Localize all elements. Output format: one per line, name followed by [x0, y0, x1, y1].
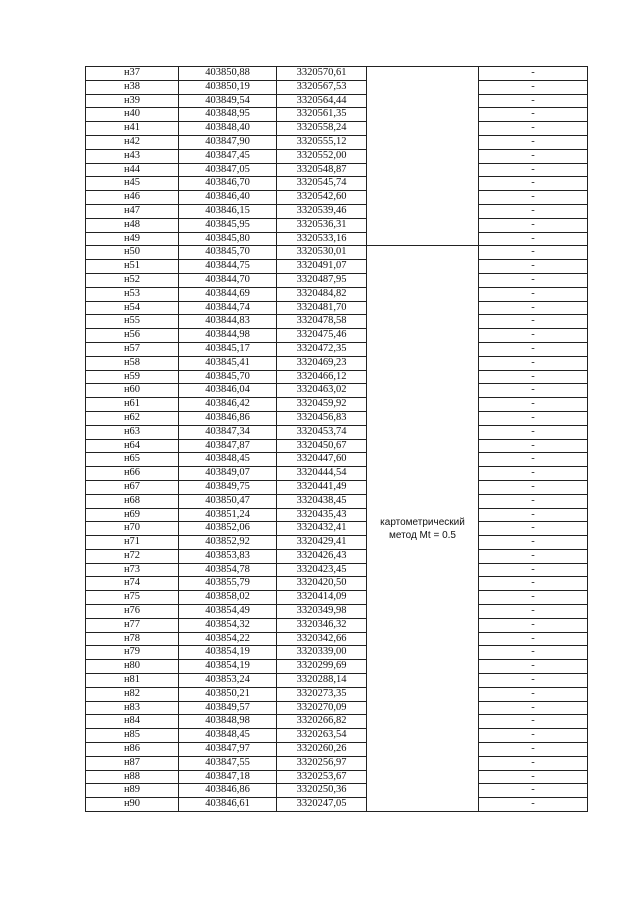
note-cell: -: [479, 770, 588, 784]
y-coordinate-cell: 3320469,23: [277, 356, 367, 370]
x-coordinate-cell: 403846,42: [179, 398, 277, 412]
x-coordinate-cell: 403846,61: [179, 798, 277, 812]
y-coordinate-cell: 3320288,14: [277, 674, 367, 688]
note-cell: -: [479, 646, 588, 660]
point-name-cell: н89: [86, 784, 179, 798]
x-coordinate-cell: 403849,75: [179, 480, 277, 494]
point-name-cell: н76: [86, 605, 179, 619]
y-coordinate-cell: 3320438,45: [277, 494, 367, 508]
table-row: [86, 618, 588, 632]
note-cell: -: [479, 260, 588, 274]
note-cell: -: [479, 729, 588, 743]
table-row: [86, 67, 588, 81]
y-coordinate-cell: 3320342,66: [277, 632, 367, 646]
y-coordinate-cell: 3320539,46: [277, 204, 367, 218]
x-coordinate-cell: 403854,49: [179, 605, 277, 619]
table-row: [86, 315, 588, 329]
table-row: [86, 191, 588, 205]
note-cell: -: [479, 660, 588, 674]
y-coordinate-cell: 3320420,50: [277, 577, 367, 591]
x-coordinate-cell: 403845,95: [179, 218, 277, 232]
y-coordinate-cell: 3320447,60: [277, 453, 367, 467]
point-name-cell: н42: [86, 135, 179, 149]
point-name-cell: н68: [86, 494, 179, 508]
x-coordinate-cell: 403845,80: [179, 232, 277, 246]
point-name-cell: н72: [86, 549, 179, 563]
table-row: [86, 536, 588, 550]
y-coordinate-cell: 3320266,82: [277, 715, 367, 729]
point-name-cell: н75: [86, 591, 179, 605]
x-coordinate-cell: 403848,98: [179, 715, 277, 729]
point-name-cell: н79: [86, 646, 179, 660]
table-row: [86, 480, 588, 494]
y-coordinate-cell: 3320426,43: [277, 549, 367, 563]
point-name-cell: н62: [86, 411, 179, 425]
point-name-cell: н44: [86, 163, 179, 177]
y-coordinate-cell: 3320349,98: [277, 605, 367, 619]
x-coordinate-cell: 403854,32: [179, 618, 277, 632]
note-cell: -: [479, 287, 588, 301]
point-name-cell: н51: [86, 260, 179, 274]
point-name-cell: н59: [86, 370, 179, 384]
y-coordinate-cell: 3320441,49: [277, 480, 367, 494]
x-coordinate-cell: 403854,78: [179, 563, 277, 577]
table-row: [86, 729, 588, 743]
point-name-cell: н66: [86, 467, 179, 481]
method-cell: [367, 246, 479, 812]
x-coordinate-cell: 403845,70: [179, 246, 277, 260]
x-coordinate-cell: 403846,70: [179, 177, 277, 191]
x-coordinate-cell: 403850,21: [179, 687, 277, 701]
note-cell: -: [479, 301, 588, 315]
table-row: [86, 646, 588, 660]
table-row: [86, 218, 588, 232]
x-coordinate-cell: 403844,69: [179, 287, 277, 301]
point-name-cell: н45: [86, 177, 179, 191]
x-coordinate-cell: 403858,02: [179, 591, 277, 605]
x-coordinate-cell: 403850,47: [179, 494, 277, 508]
note-cell: -: [479, 467, 588, 481]
point-name-cell: н46: [86, 191, 179, 205]
y-coordinate-cell: 3320414,09: [277, 591, 367, 605]
coordinates-table-body: [86, 67, 588, 812]
note-cell: -: [479, 149, 588, 163]
x-coordinate-cell: 403852,06: [179, 522, 277, 536]
point-name-cell: н58: [86, 356, 179, 370]
point-name-cell: н53: [86, 287, 179, 301]
y-coordinate-cell: 3320423,45: [277, 563, 367, 577]
x-coordinate-cell: 403847,55: [179, 756, 277, 770]
y-coordinate-cell: 3320558,24: [277, 122, 367, 136]
x-coordinate-cell: 403847,87: [179, 439, 277, 453]
point-name-cell: н52: [86, 273, 179, 287]
method-text-line: метод Mt = 0.5: [389, 529, 456, 541]
x-coordinate-cell: 403847,45: [179, 149, 277, 163]
point-name-cell: н49: [86, 232, 179, 246]
y-coordinate-cell: 3320536,31: [277, 218, 367, 232]
point-name-cell: н63: [86, 425, 179, 439]
y-coordinate-cell: 3320542,60: [277, 191, 367, 205]
note-cell: -: [479, 122, 588, 136]
point-name-cell: н84: [86, 715, 179, 729]
y-coordinate-cell: 3320475,46: [277, 329, 367, 343]
note-cell: -: [479, 191, 588, 205]
y-coordinate-cell: 3320533,16: [277, 232, 367, 246]
y-coordinate-cell: 3320263,54: [277, 729, 367, 743]
point-name-cell: н71: [86, 536, 179, 550]
note-cell: -: [479, 494, 588, 508]
y-coordinate-cell: 3320253,67: [277, 770, 367, 784]
x-coordinate-cell: 403849,57: [179, 701, 277, 715]
note-cell: -: [479, 687, 588, 701]
x-coordinate-cell: 403845,70: [179, 370, 277, 384]
note-cell: -: [479, 273, 588, 287]
y-coordinate-cell: 3320456,83: [277, 411, 367, 425]
y-coordinate-cell: 3320432,41: [277, 522, 367, 536]
note-cell: -: [479, 315, 588, 329]
table-row: [86, 591, 588, 605]
note-cell: -: [479, 356, 588, 370]
y-coordinate-cell: 3320478,58: [277, 315, 367, 329]
x-coordinate-cell: 403853,24: [179, 674, 277, 688]
table-row: [86, 674, 588, 688]
point-name-cell: н80: [86, 660, 179, 674]
note-cell: -: [479, 756, 588, 770]
note-cell: -: [479, 536, 588, 550]
point-name-cell: н64: [86, 439, 179, 453]
note-cell: -: [479, 218, 588, 232]
point-name-cell: н87: [86, 756, 179, 770]
note-cell: -: [479, 177, 588, 191]
table-row: [86, 770, 588, 784]
note-cell: -: [479, 246, 588, 260]
note-cell: -: [479, 591, 588, 605]
table-row: [86, 177, 588, 191]
point-name-cell: н82: [86, 687, 179, 701]
x-coordinate-cell: 403844,98: [179, 329, 277, 343]
table-row: [86, 287, 588, 301]
y-coordinate-cell: 3320453,74: [277, 425, 367, 439]
table-row: [86, 743, 588, 757]
note-cell: -: [479, 715, 588, 729]
y-coordinate-cell: 3320570,61: [277, 67, 367, 81]
x-coordinate-cell: 403848,45: [179, 453, 277, 467]
table-row: [86, 425, 588, 439]
x-coordinate-cell: 403847,18: [179, 770, 277, 784]
note-cell: -: [479, 798, 588, 812]
table-row: [86, 605, 588, 619]
y-coordinate-cell: 3320273,35: [277, 687, 367, 701]
table-row: [86, 411, 588, 425]
point-name-cell: н37: [86, 67, 179, 81]
note-cell: -: [479, 204, 588, 218]
table-row: [86, 660, 588, 674]
note-cell: -: [479, 618, 588, 632]
table-row: [86, 577, 588, 591]
point-name-cell: н48: [86, 218, 179, 232]
point-name-cell: н90: [86, 798, 179, 812]
table-row: [86, 715, 588, 729]
y-coordinate-cell: 3320435,43: [277, 508, 367, 522]
table-row: [86, 632, 588, 646]
x-coordinate-cell: 403854,19: [179, 646, 277, 660]
table-row: [86, 384, 588, 398]
x-coordinate-cell: 403844,75: [179, 260, 277, 274]
note-cell: -: [479, 508, 588, 522]
y-coordinate-cell: 3320484,82: [277, 287, 367, 301]
table-row: [86, 522, 588, 536]
y-coordinate-cell: 3320429,41: [277, 536, 367, 550]
x-coordinate-cell: 403846,04: [179, 384, 277, 398]
point-name-cell: н47: [86, 204, 179, 218]
note-cell: -: [479, 632, 588, 646]
note-cell: -: [479, 439, 588, 453]
point-name-cell: н38: [86, 80, 179, 94]
table-row: [86, 494, 588, 508]
x-coordinate-cell: 403852,92: [179, 536, 277, 550]
note-cell: -: [479, 135, 588, 149]
y-coordinate-cell: 3320548,87: [277, 163, 367, 177]
x-coordinate-cell: 403845,17: [179, 342, 277, 356]
note-cell: -: [479, 342, 588, 356]
x-coordinate-cell: 403850,19: [179, 80, 277, 94]
y-coordinate-cell: 3320346,32: [277, 618, 367, 632]
table-row: [86, 398, 588, 412]
note-cell: -: [479, 232, 588, 246]
point-name-cell: н88: [86, 770, 179, 784]
table-row: [86, 549, 588, 563]
x-coordinate-cell: 403851,24: [179, 508, 277, 522]
note-cell: -: [479, 453, 588, 467]
y-coordinate-cell: 3320270,09: [277, 701, 367, 715]
note-cell: -: [479, 425, 588, 439]
point-name-cell: н65: [86, 453, 179, 467]
y-coordinate-cell: 3320530,01: [277, 246, 367, 260]
point-name-cell: н61: [86, 398, 179, 412]
x-coordinate-cell: 403849,07: [179, 467, 277, 481]
point-name-cell: н86: [86, 743, 179, 757]
note-cell: -: [479, 80, 588, 94]
note-cell: -: [479, 577, 588, 591]
note-cell: -: [479, 108, 588, 122]
table-row: [86, 756, 588, 770]
note-cell: -: [479, 784, 588, 798]
x-coordinate-cell: 403854,22: [179, 632, 277, 646]
y-coordinate-cell: 3320481,70: [277, 301, 367, 315]
x-coordinate-cell: 403845,41: [179, 356, 277, 370]
note-cell: -: [479, 67, 588, 81]
y-coordinate-cell: 3320487,95: [277, 273, 367, 287]
x-coordinate-cell: 403846,40: [179, 191, 277, 205]
point-name-cell: н85: [86, 729, 179, 743]
table-row: [86, 356, 588, 370]
point-name-cell: н56: [86, 329, 179, 343]
point-name-cell: н83: [86, 701, 179, 715]
table-row: [86, 342, 588, 356]
y-coordinate-cell: 3320260,26: [277, 743, 367, 757]
point-name-cell: н40: [86, 108, 179, 122]
table-row: [86, 246, 588, 260]
table-row: [86, 80, 588, 94]
table-row: [86, 135, 588, 149]
table-row: [86, 784, 588, 798]
point-name-cell: н81: [86, 674, 179, 688]
coordinates-table: [85, 66, 588, 812]
point-name-cell: н74: [86, 577, 179, 591]
y-coordinate-cell: 3320561,35: [277, 108, 367, 122]
table-row: [86, 453, 588, 467]
table-row: [86, 149, 588, 163]
y-coordinate-cell: 3320491,07: [277, 260, 367, 274]
y-coordinate-cell: 3320247,05: [277, 798, 367, 812]
method-cell-empty: [367, 67, 479, 246]
y-coordinate-cell: 3320450,67: [277, 439, 367, 453]
x-coordinate-cell: 403846,86: [179, 784, 277, 798]
note-cell: -: [479, 411, 588, 425]
y-coordinate-cell: 3320463,02: [277, 384, 367, 398]
x-coordinate-cell: 403846,15: [179, 204, 277, 218]
point-name-cell: н78: [86, 632, 179, 646]
y-coordinate-cell: 3320466,12: [277, 370, 367, 384]
note-cell: -: [479, 329, 588, 343]
table-row: [86, 273, 588, 287]
note-cell: -: [479, 480, 588, 494]
table-row: [86, 687, 588, 701]
point-name-cell: н50: [86, 246, 179, 260]
note-cell: -: [479, 398, 588, 412]
y-coordinate-cell: 3320555,12: [277, 135, 367, 149]
point-name-cell: н43: [86, 149, 179, 163]
table-row: [86, 163, 588, 177]
table-row: [86, 370, 588, 384]
x-coordinate-cell: 403848,45: [179, 729, 277, 743]
x-coordinate-cell: 403854,19: [179, 660, 277, 674]
x-coordinate-cell: 403847,34: [179, 425, 277, 439]
y-coordinate-cell: 3320256,97: [277, 756, 367, 770]
x-coordinate-cell: 403849,54: [179, 94, 277, 108]
y-coordinate-cell: 3320250,36: [277, 784, 367, 798]
point-name-cell: н39: [86, 94, 179, 108]
point-name-cell: н69: [86, 508, 179, 522]
x-coordinate-cell: 403844,74: [179, 301, 277, 315]
note-cell: -: [479, 701, 588, 715]
point-name-cell: н77: [86, 618, 179, 632]
table-row: [86, 108, 588, 122]
note-cell: -: [479, 563, 588, 577]
table-row: [86, 301, 588, 315]
y-coordinate-cell: 3320567,53: [277, 80, 367, 94]
note-cell: -: [479, 163, 588, 177]
note-cell: -: [479, 384, 588, 398]
x-coordinate-cell: 403847,05: [179, 163, 277, 177]
x-coordinate-cell: 403855,79: [179, 577, 277, 591]
x-coordinate-cell: 403847,97: [179, 743, 277, 757]
point-name-cell: н70: [86, 522, 179, 536]
point-name-cell: н57: [86, 342, 179, 356]
note-cell: -: [479, 605, 588, 619]
x-coordinate-cell: 403850,88: [179, 67, 277, 81]
x-coordinate-cell: 403844,83: [179, 315, 277, 329]
note-cell: -: [479, 522, 588, 536]
y-coordinate-cell: 3320545,74: [277, 177, 367, 191]
method-text-line: картометрический: [380, 516, 465, 528]
table-row: [86, 563, 588, 577]
note-cell: -: [479, 370, 588, 384]
table-row: [86, 508, 588, 522]
x-coordinate-cell: 403847,90: [179, 135, 277, 149]
y-coordinate-cell: 3320444,54: [277, 467, 367, 481]
y-coordinate-cell: 3320339,00: [277, 646, 367, 660]
y-coordinate-cell: 3320299,69: [277, 660, 367, 674]
note-cell: -: [479, 674, 588, 688]
x-coordinate-cell: 403844,70: [179, 273, 277, 287]
table-row: [86, 798, 588, 812]
point-name-cell: н54: [86, 301, 179, 315]
y-coordinate-cell: 3320459,92: [277, 398, 367, 412]
table-row: [86, 122, 588, 136]
table-row: [86, 94, 588, 108]
note-cell: -: [479, 743, 588, 757]
table-row: [86, 260, 588, 274]
table-row: [86, 232, 588, 246]
point-name-cell: н67: [86, 480, 179, 494]
note-cell: -: [479, 94, 588, 108]
y-coordinate-cell: 3320552,00: [277, 149, 367, 163]
point-name-cell: н41: [86, 122, 179, 136]
table-row: [86, 467, 588, 481]
table-row: [86, 204, 588, 218]
table-row: [86, 439, 588, 453]
x-coordinate-cell: 403848,40: [179, 122, 277, 136]
y-coordinate-cell: 3320564,44: [277, 94, 367, 108]
x-coordinate-cell: 403853,83: [179, 549, 277, 563]
table-row: [86, 329, 588, 343]
note-cell: -: [479, 549, 588, 563]
point-name-cell: н73: [86, 563, 179, 577]
point-name-cell: н55: [86, 315, 179, 329]
x-coordinate-cell: 403846,86: [179, 411, 277, 425]
point-name-cell: н60: [86, 384, 179, 398]
y-coordinate-cell: 3320472,35: [277, 342, 367, 356]
x-coordinate-cell: 403848,95: [179, 108, 277, 122]
table-row: [86, 701, 588, 715]
